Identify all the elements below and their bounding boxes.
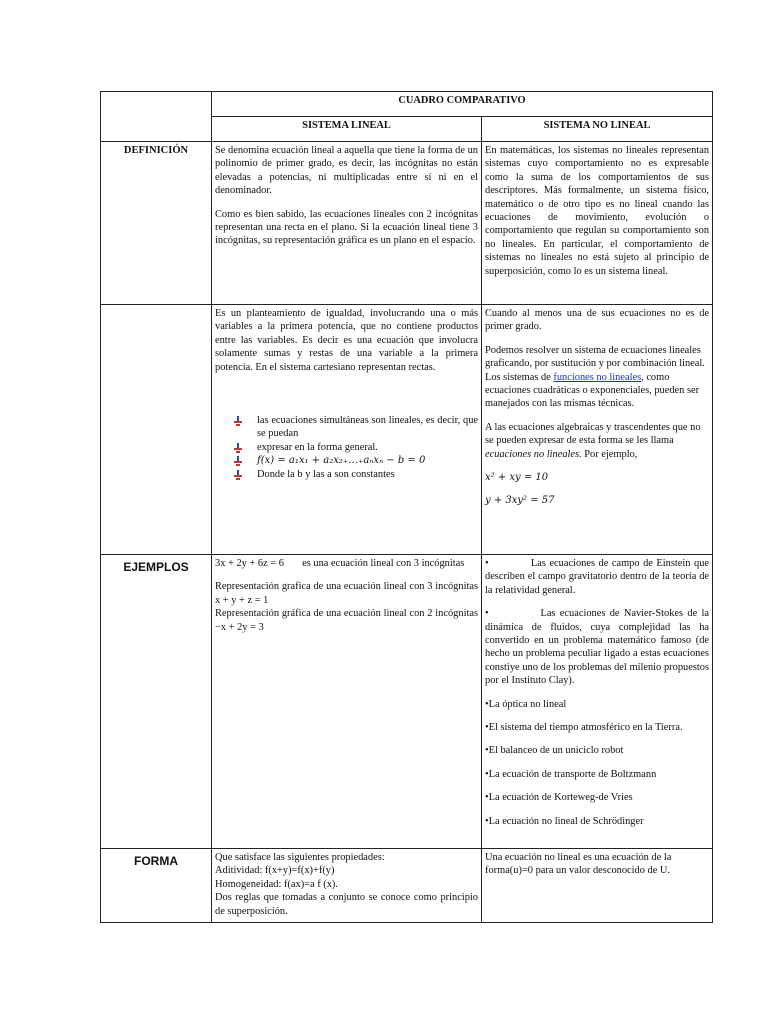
ejemplos-lineal-p1: 3x + 2y + 6z = 6 es una ecuación lineal con 3 incógnitas: [215, 558, 465, 569]
forma-lineal-line: Homogeneidad: f(ax)=a f (x).: [215, 878, 338, 890]
bullet-arrow-icon: [233, 456, 243, 466]
row-header-ejemplos: EJEMPLOS: [101, 555, 212, 849]
planteamiento-no-lineal-p2: Podemos resolver un sistema de ecuaciones lineales graficando, por sustitución y por combinación lineal. Los sistemas de funciones no lineales, como ecuaciones cuadráticas o exponenciales, pueden ser manejados con las mismas técnicas.: [485, 344, 705, 410]
row-header-definicion: DEFINICIÓN: [101, 142, 212, 305]
list-item: • Las ecuaciones de campo de Einstein que describen el campo gravitatorio dentro de la teoría de la relatividad general.: [485, 558, 712, 596]
bullet-list: [215, 414, 478, 481]
planteamiento-no-lineal-p1: Cuando al menos una de sus ecuaciones no es de primer grado.: [485, 308, 710, 333]
ejemplos-no-lineal-cell: [482, 555, 713, 849]
definicion-no-lineal-p1: En matemáticas, los sistemas no lineales representan sistemas cuyo comportamiento no es expresable como la suma de los comportamientos de sus descriptores. Más formalmente, un sistema físico, matemático o de otro tipo es no lineal cuando las ecuaciones de movimiento, evolución o comportamiento que regulan su comportamiento son no lineales. En particular, el comportamiento de sistemas no lineales no está sujeto al principio de superposición, como lo es un sistema lineal.: [485, 145, 710, 277]
ejemplos-lineal-p3: Representación gráfica de una ecuación lineal con 2 incógnitas −x + 2y = 3: [215, 608, 478, 633]
table-title: CUADRO COMPARATIVO: [212, 92, 713, 117]
list-item: •El sistema del tiempo atmosférico en la Tierra.: [485, 722, 683, 734]
funciones-no-lineales-link[interactable]: funciones no lineales: [553, 371, 642, 383]
list-item: •La óptica no lineal: [485, 698, 567, 710]
forma-lineal-cell: [212, 849, 482, 923]
list-item: •La ecuación de transporte de Boltzmann: [485, 768, 657, 780]
row-ejemplos: [101, 555, 713, 849]
list-item: •La ecuación no lineal de Schrödinger: [485, 815, 644, 827]
planteamiento-lineal-cell: [212, 305, 482, 555]
ejemplos-lineal-cell: [212, 555, 482, 849]
col-header-lineal: SISTEMA LINEAL: [212, 117, 482, 142]
ejemplos-lineal-p2: Representación grafica de una ecuación lineal con 3 incógnitas x + y + z = 1: [215, 581, 478, 606]
definicion-lineal-p1: Se denomina ecuación lineal a aquella que tiene la forma de un polinomio de primer grado, es decir, las incógnitas no están elevadas a potencias, ni multiplicadas entre sí ni en el denominador.: [215, 145, 478, 197]
forma-no-lineal-text: Una ecuación no lineal es una ecuación de la forma(u)=0 para un valor desconocido de U.: [485, 852, 672, 877]
corner-cell: [101, 92, 212, 142]
bullet-item: expresar en la forma general.: [233, 441, 478, 454]
row-definicion: [101, 142, 713, 305]
forma-no-lineal-cell: [482, 849, 713, 923]
comparison-table: [100, 91, 713, 923]
col-header-no-lineal: SISTEMA NO LINEAL: [482, 117, 713, 142]
equation-2: y + 3xy² = 57: [485, 495, 555, 507]
bullet-arrow-icon: [233, 416, 243, 426]
list-item: •La ecuación de Korteweg-de Vries: [485, 792, 633, 804]
bullet-item: las ecuaciones simultáneas son lineales, es decir, que se puedan: [233, 414, 478, 441]
row-planteamiento: [101, 305, 713, 555]
definicion-lineal-cell: [212, 142, 482, 305]
bullet-item: [233, 454, 478, 467]
bullet-arrow-icon: [233, 443, 243, 453]
list-item: • Las ecuaciones de Navier-Stokes de la dinámica de fluidos, cuya complejidad las ha convertido en un problema matemático famoso (de hecho un problema peculiar ligado a estas ecuaciones constiye uno de los problemas del milenio propuestos por el Instituto Clay).: [485, 608, 712, 687]
forma-lineal-line: Aditividad: f(x+y)=f(x)+f(y): [215, 865, 335, 877]
planteamiento-lineal-p1: Es un planteamiento de igualdad, involucrando una o más variables a la primera potencia, que no contiene productos entre las variables. Es decir es una ecuación que involucra solamente sumas y restas de una variable a la primera potencia. En el sistema cartesiano representan rectas.: [215, 308, 478, 373]
planteamiento-no-lineal-p3: A las ecuaciones algebraicas y trascendentes que no se pueden expresar de esta forma se les llama ecuaciones no lineales. Por ejemplo,: [485, 421, 701, 460]
row-header-empty: [101, 305, 212, 555]
definicion-lineal-p2: Como es bien sabido, las ecuaciones lineales con 2 incógnitas representan una recta en el plano. Si la ecuación lineal tiene 3 incógnitas, su representación gráfica es un plano en el espacio.: [215, 208, 478, 247]
table-title-row: [101, 92, 713, 117]
row-forma: [101, 849, 713, 923]
general-form-equation: f(x) = a₁x₁ + a₂x₂₊…₊aₙxₙ − b = 0: [257, 455, 426, 467]
forma-lineal-line: Dos reglas que tomadas a conjunto se conoce como principio de superposición.: [215, 892, 478, 917]
forma-lineal-line: Que satisface las siguientes propiedades:: [215, 852, 385, 863]
list-item: •El balanceo de un uniciclo robot: [485, 745, 624, 757]
bullet-item: Donde la b y las a son constantes: [233, 468, 478, 481]
equation-1: x² + xy = 10: [485, 472, 549, 484]
definicion-no-lineal-cell: [482, 142, 713, 305]
row-header-forma: FORMA: [101, 849, 212, 923]
planteamiento-no-lineal-cell: [482, 305, 713, 555]
bullet-arrow-icon: [233, 470, 243, 480]
